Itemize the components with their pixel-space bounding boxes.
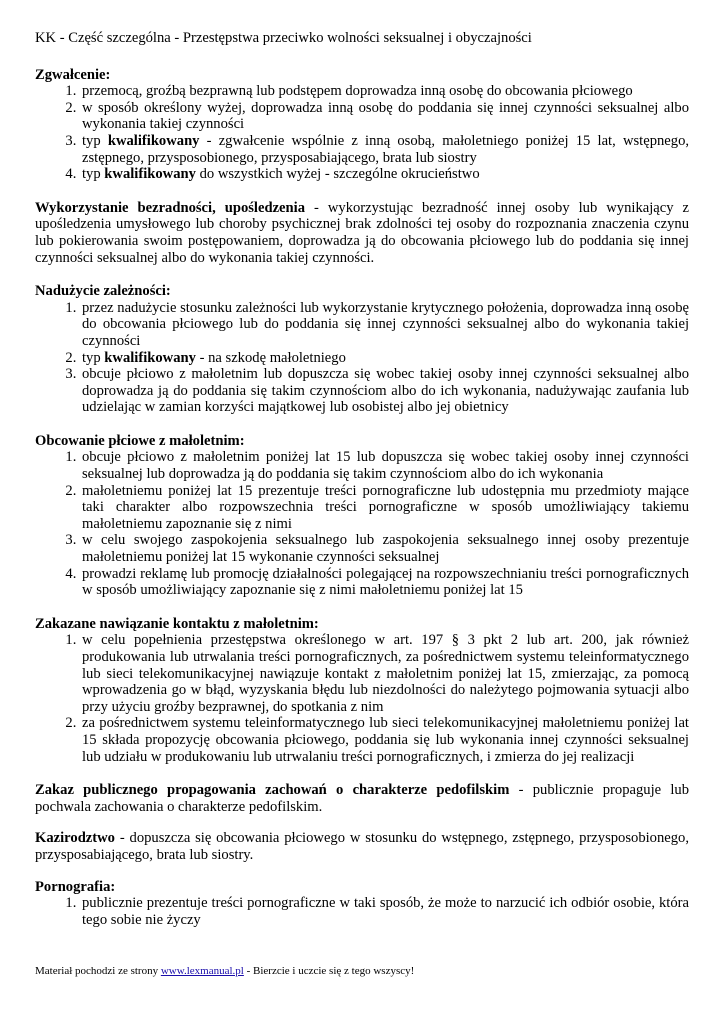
numbered-list [35, 83, 689, 183]
list-item: 1. przemocą, groźbą bezprawną lub podstępem doprowadza inną osobę do obcowania płciowego [80, 83, 689, 100]
list-item: 1. przez nadużycie stosunku zależności lub wykorzystanie krytycznego położenia, doprowadza inną osobę do obcowania płciowego lub do poddania się innej czynności seksualnej albo do wykonania takiej czynności [80, 300, 689, 350]
section-heading: Pornografia: [35, 878, 116, 895]
list-item: 3. obcuje płciowo z małoletnim lub dopuszcza się wobec takiej osoby innej czynności seksualnej albo doprowadza ją do poddania się takim czynnościom albo do ich wykonania, nadużywając zaufania lub udzielając w zamian korzyści majątkowej lub osobistej albo jej obietnicy [80, 366, 689, 416]
section-obcowanie-z-maloletnim [35, 433, 689, 599]
numbered-list [35, 895, 689, 928]
section-heading: Zgwałcenie: [35, 66, 111, 83]
list-item: 4. typ kwalifikowany do wszystkich wyżej - szczególne okrucieństwo [80, 166, 689, 183]
section-heading: Wykorzystanie bezradności, upośledzenia [35, 199, 306, 216]
section-zakazane-nawiazanie-kontaktu [35, 616, 689, 765]
section-paragraph: Zakaz publicznego propagowania zachowań o charakterze pedofilskim - publicznie propaguje lub pochwala zachowania o charakterze pedofilskim. [35, 782, 689, 815]
section-paragraph: Wykorzystanie bezradności, upośledzenia - wykorzystując bezradność innej osoby lub wynikający z upośledzenia umysłowego lub choroby psychicznej brak zdolności tej osoby do rozpoznania znaczenia czynu lub pokierowania swoim postępowaniem, doprowadza ją do obcowania płciowego lub do poddania się innej czynności seksualnej albo do wykonania takiej czynności. [35, 199, 690, 266]
numbered-list [35, 632, 689, 765]
section-heading: Zakaz publicznego propagowania zachowań o charakterze pedofilskim [35, 782, 510, 799]
section-heading: Nadużycie zależności: [35, 283, 171, 300]
section-paragraph: Kazirodztwo - dopuszcza się obcowania płciowego w stosunku do wstępnego, zstępnego, przysposobionego, przysposabiającego, brata lub siostry. [35, 830, 689, 863]
list-item: 1. obcuje płciowo z małoletnim poniżej lat 15 lub dopuszcza się wobec takiej osoby innej czynności seksualnej lub doprowadza ją do poddania się takim czynnościom albo do ich wykonania [80, 449, 689, 482]
list-item: 1. publicznie prezentuje treści pornograficzne w taki sposób, że może to narzucić ich odbiór osobie, która tego sobie nie życzy [80, 895, 689, 928]
section-zakaz-propagowania [35, 782, 689, 815]
footer-suffix: - Bierzcie i uczcie się z tego wszyscy! [243, 965, 415, 977]
document-title: KK - Część szczególna - Przestępstwa przeciwko wolności seksualnej i obyczajności [35, 30, 532, 46]
list-item: 2. typ kwalifikowany - na szkodę małoletniego [80, 350, 689, 367]
list-item: 2. w sposób określony wyżej, doprowadza inną osobę do poddania się innej czynności seksualnej albo wykonania takiej czynności [80, 100, 689, 133]
section-wykorzystanie-bezradnosci [35, 200, 689, 266]
list-item: 3. w celu swojego zaspokojenia seksualnego lub zaspokojenia seksualnego innej osoby prezentuje małoletniemu poniżej lat 15 wykonanie czynności seksualnej [80, 532, 689, 565]
section-heading: Kazirodztwo [35, 830, 115, 847]
list-item: 1. w celu popełnienia przestępstwa określonego w art. 197 § 3 pkt 2 lub art. 200, jak również produkowania lub utrwalania treści pornograficznych, za pośrednictwem systemu teleinformatycznego lub sieci telekomunikacyjnej nawiązuje kontakt z małoletnim poniżej lat 15, zmierzając, za pomocą wprowadzenia go w błąd, wyzyskania błędu lub niezdolności do należytego pojmowania sytuacji albo przy użyciu groźby bezprawnej, do spotkania z nim [80, 632, 689, 715]
section-heading: Zakazane nawiązanie kontaktu z małoletnim: [35, 615, 319, 632]
numbered-list [35, 300, 689, 416]
list-item: 4. prowadzi reklamę lub promocję działalności polegającej na rozpowszechnianiu treści pornograficznych w sposób umożliwiający zapoznanie się z nimi małoletniemu poniżej lat 15 [80, 566, 689, 599]
section-kazirodztwo [35, 830, 689, 863]
section-naduzycie-zaleznosci [35, 283, 689, 416]
section-pornografia [35, 879, 689, 929]
list-item: 3. typ kwalifikowany - zgwałcenie wspólnie z inną osobą, małoletniego poniżej 15 lat, wstępnego, zstępnego, przysposobionego, przysposabiającego, brata lub siostry [80, 133, 689, 166]
section-zgwalcenie [35, 67, 689, 183]
footer-prefix: Materiał pochodzi ze strony [35, 965, 161, 977]
footer-link[interactable]: www.lexmanual.pl [160, 965, 244, 977]
list-item: 2. za pośrednictwem systemu teleinformatycznego lub sieci telekomunikacyjnej małoletniemu poniżej lat 15 składa propozycję obcowania płciowego, poddania się lub wykonania innej czynności seksualnej lub udziału w produkowaniu lub utrwalaniu treści pornograficznych, i zmierza do jej realizacji [80, 715, 689, 765]
list-item: 2. małoletniemu poniżej lat 15 prezentuje treści pornograficzne lub udostępnia mu przedmioty mające taki charakter albo rozpowszechnia treści pornograficzne w sposób umożliwiający takiemu małoletniemu zapoznanie się z nimi [80, 483, 689, 533]
document-page [35, 30, 689, 945]
page-footer [35, 965, 689, 978]
numbered-list [35, 449, 689, 598]
section-heading: Obcowanie płciowe z małoletnim: [35, 432, 245, 449]
